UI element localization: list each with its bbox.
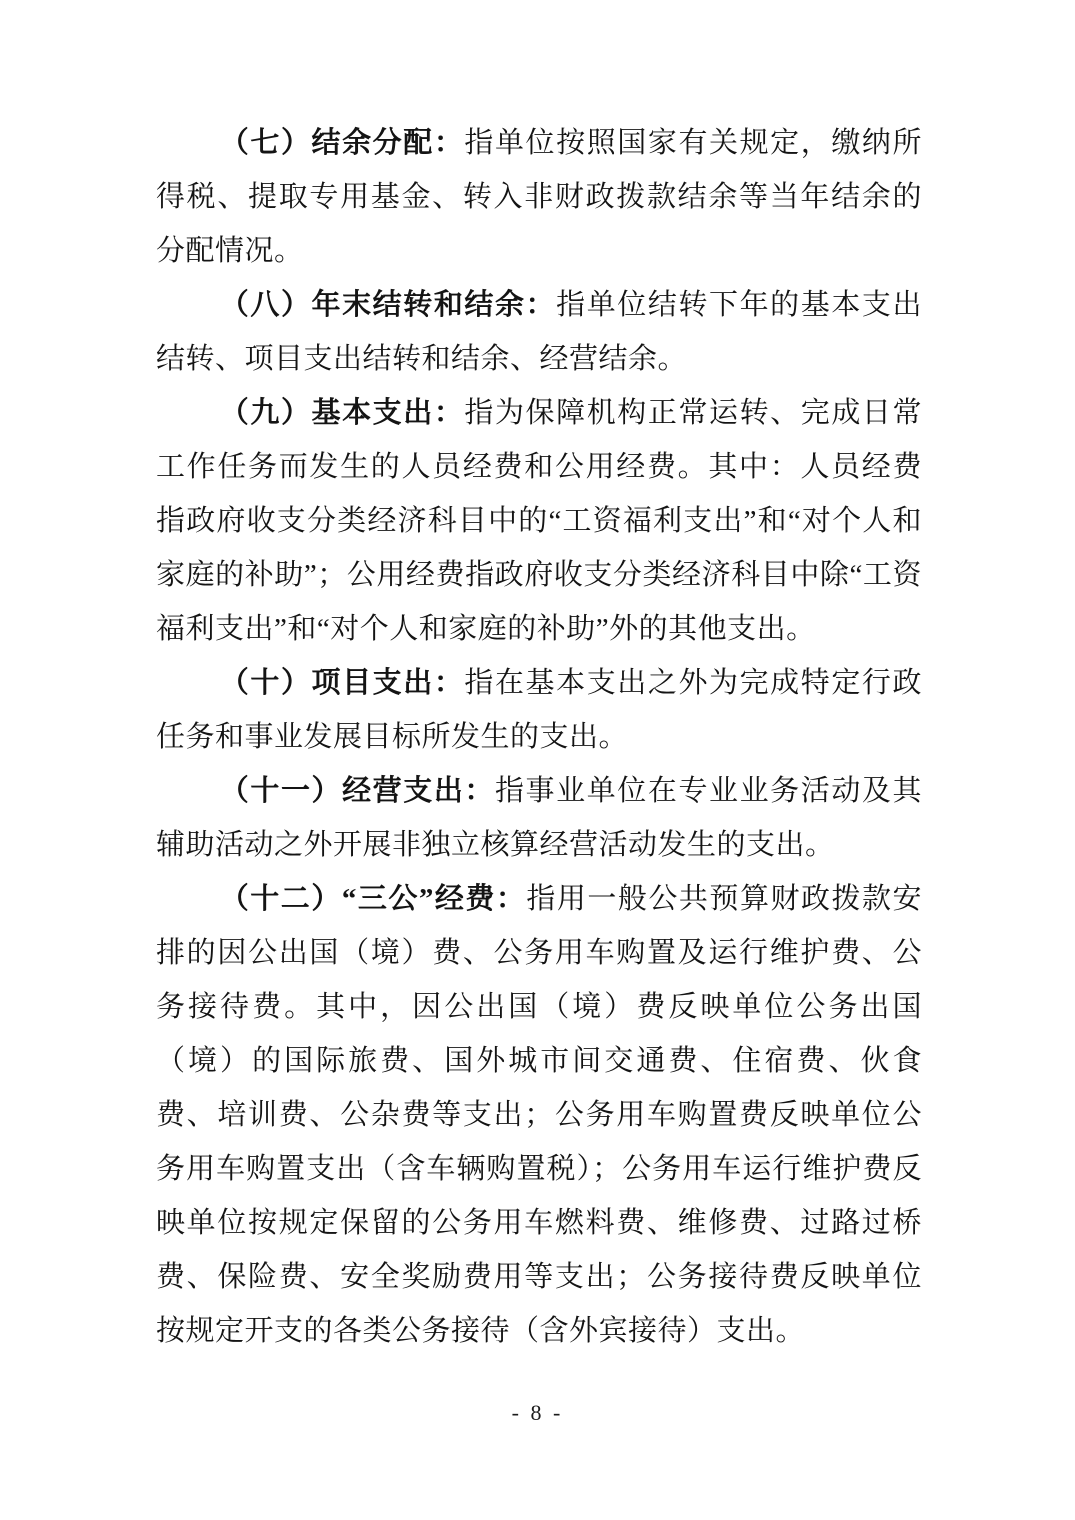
term-definition: 指事业单位在专业业务活动及其辅助活动之外开展非独立核算经营活动发生的支出。 (156, 775, 922, 861)
paragraph-three-public-funds (156, 872, 922, 1358)
term-label: （七）结余分配： (219, 127, 465, 159)
term-definition: 指为保障机构正常运转、完成日常工作任务而发生的人员经费和公用经费。其中：人员经费指政府收支分类经济科目中的“工资福利支出”和“对个人和家庭的补助”；公用经费指政府收支分类经济科目中除“工资福利支出”和“对个人和家庭的补助”外的其他支出。 (156, 397, 922, 645)
paragraph-year-end-carryover (156, 278, 922, 386)
term-definition: 指用一般公共预算财政拨款安排的因公出国（境）费、公务用车购置及运行维护费、公务接待费。其中，因公出国（境）费反映单位公务出国（境）的国际旅费、国外城市间交通费、住宿费、伙食费、培训费、公杂费等支出；公务用车购置费反映单位公务用车购置支出（含车辆购置税）；公务用车运行维护费反映单位按规定保留的公务用车燃料费、维修费、过路过桥费、保险费、安全奖励费用等支出；公务接待费反映单位按规定开支的各类公务接待（含外宾接待）支出。 (156, 883, 922, 1347)
paragraph-basic-expenditure (156, 386, 922, 656)
term-label: （十）项目支出： (219, 667, 465, 699)
term-label: （八）年末结转和结余： (219, 289, 557, 321)
term-label: （九）基本支出： (219, 397, 465, 429)
term-definition: 指单位按照国家有关规定，缴纳所得税、提取专用基金、转入非财政拨款结余等当年结余的分配情况。 (156, 127, 922, 267)
term-definition: 指单位结转下年的基本支出结转、项目支出结转和结余、经营结余。 (156, 289, 922, 375)
paragraph-project-expenditure (156, 656, 922, 764)
paragraph-surplus-distribution (156, 116, 922, 278)
page-number: - 8 - (511, 1400, 564, 1425)
document-body (156, 116, 922, 1358)
term-label: （十二）“三公”经费： (219, 883, 527, 915)
paragraph-operating-expenditure (156, 764, 922, 872)
term-definition: 指在基本支出之外为完成特定行政任务和事业发展目标所发生的支出。 (156, 667, 922, 753)
term-label: （十一）经营支出： (219, 775, 495, 807)
